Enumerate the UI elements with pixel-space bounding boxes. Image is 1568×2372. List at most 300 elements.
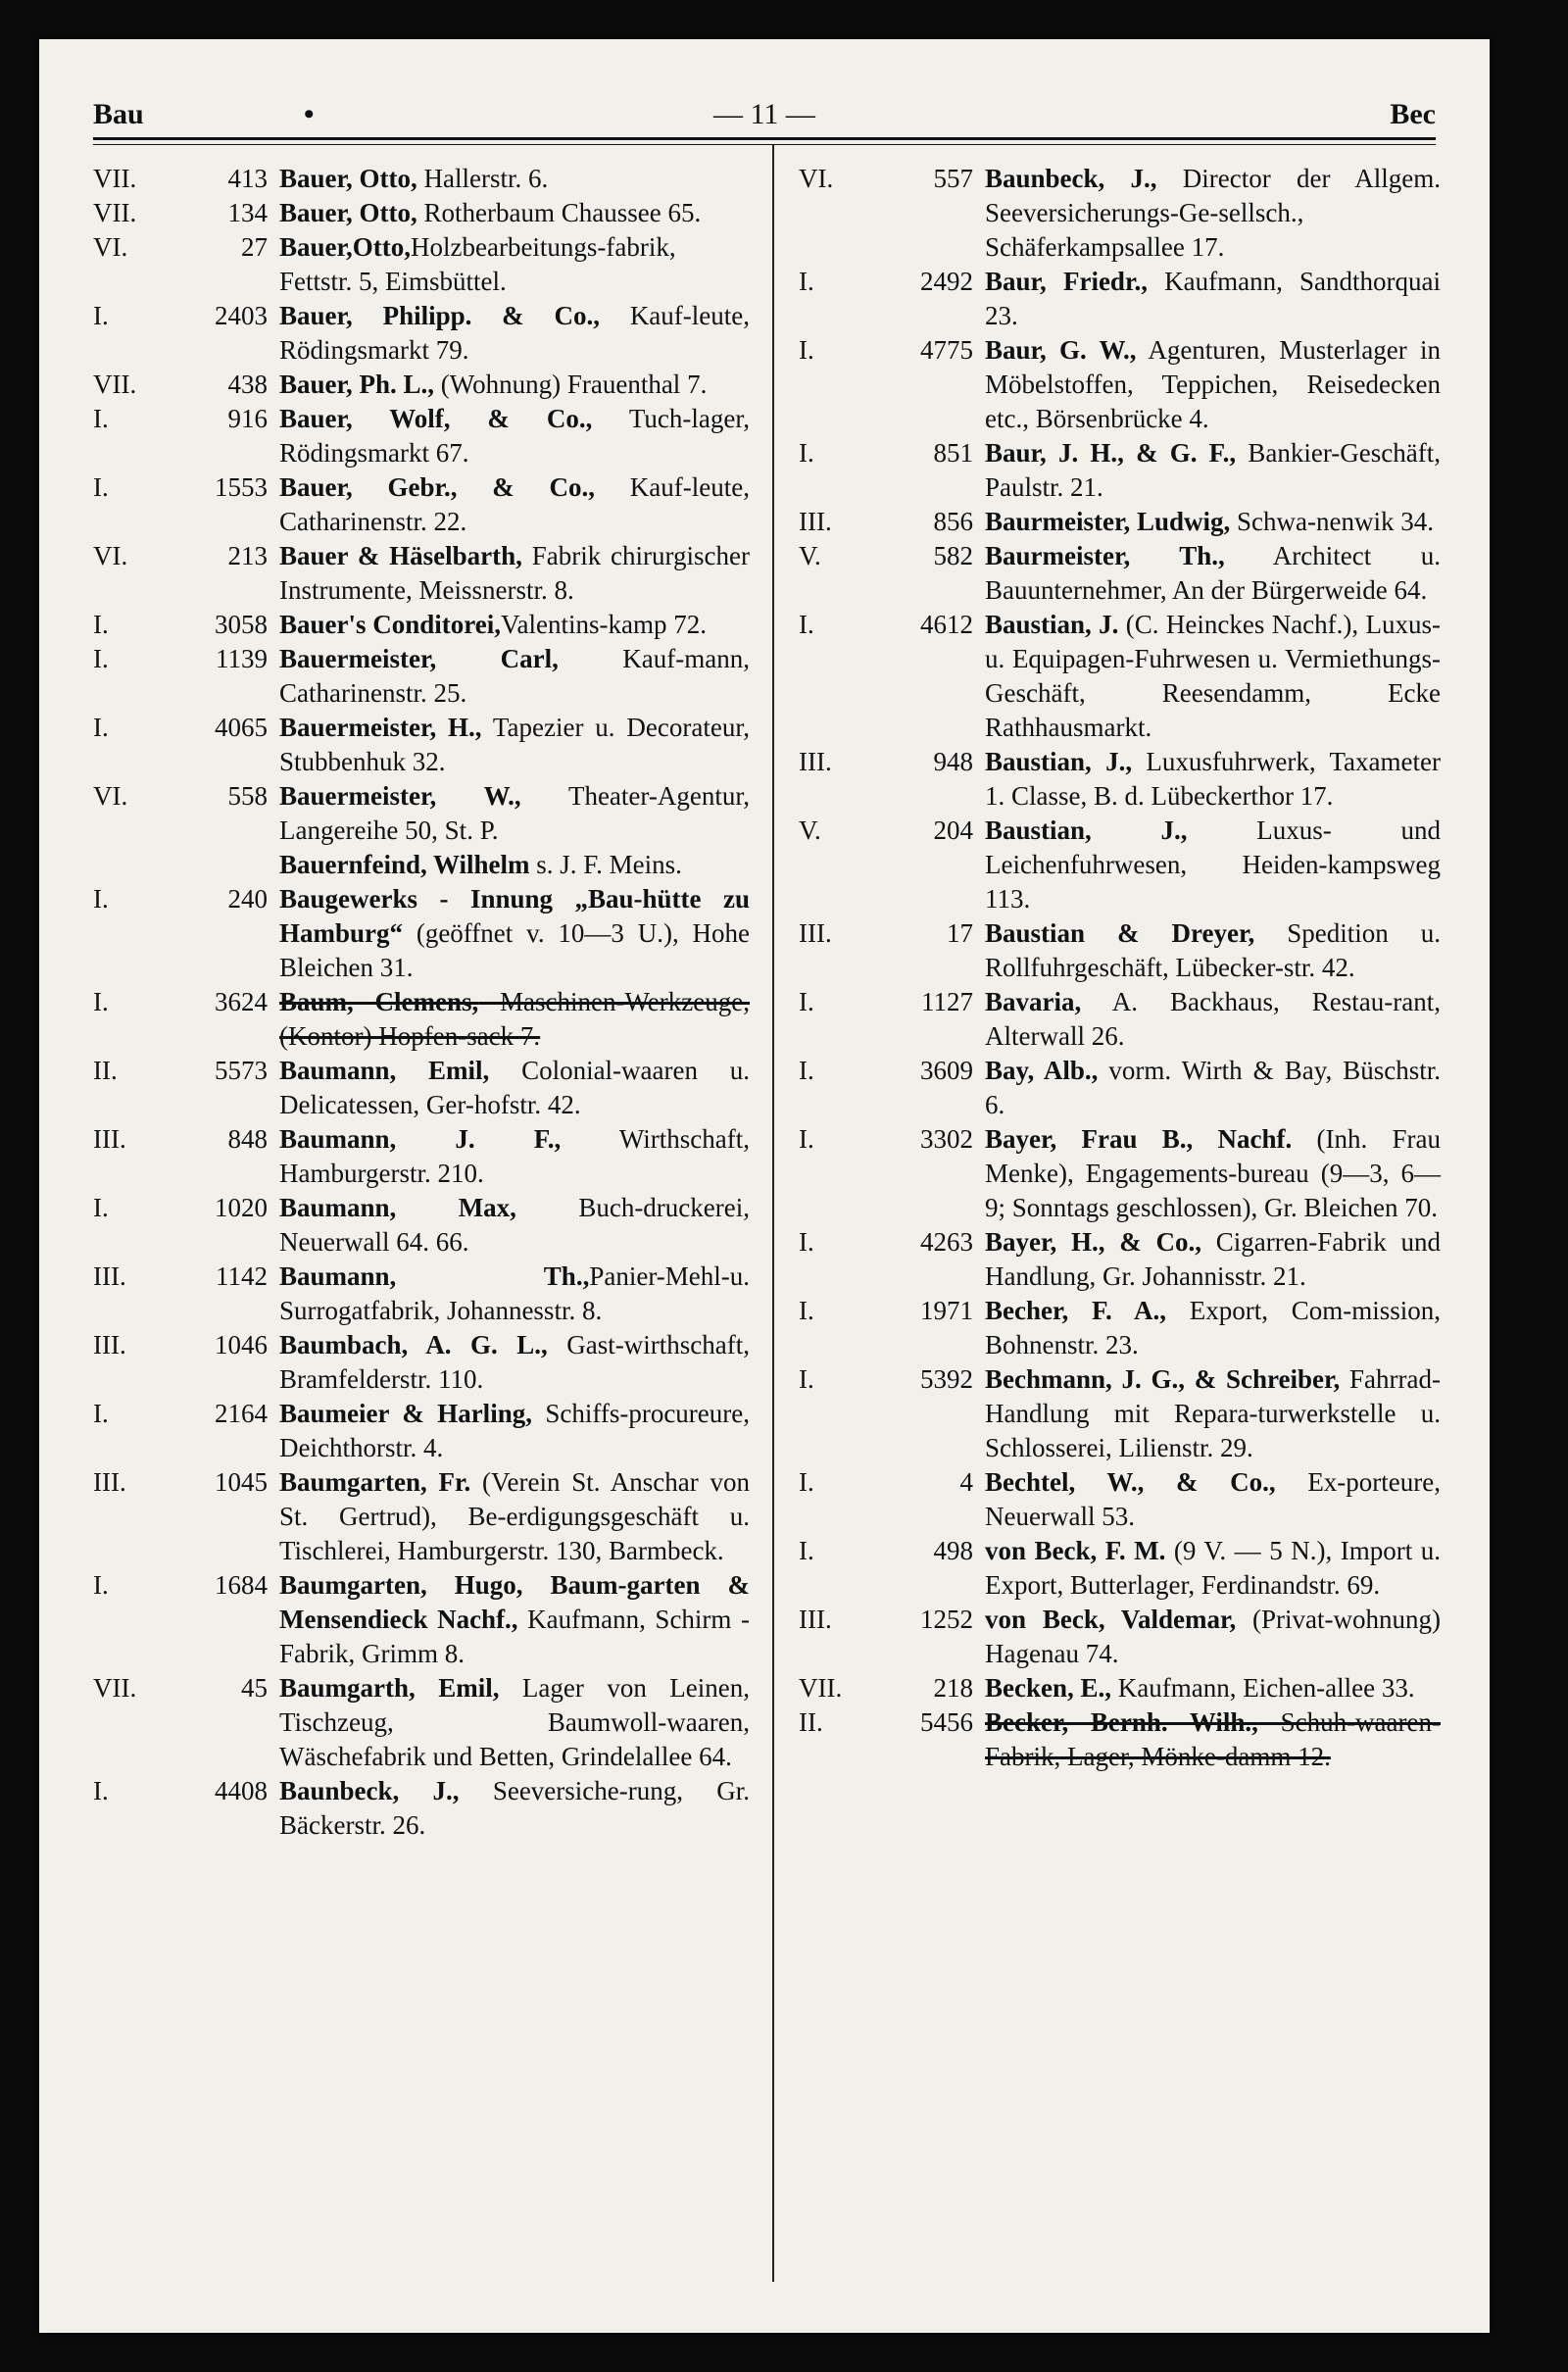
district-number: I.	[799, 335, 814, 365]
entry-details: Luxusfuhrwerk, Taxameter 1. Classe, B. d. Lübeckerthor 17.	[985, 747, 1441, 811]
directory-entry	[93, 1122, 750, 1191]
entry-name: von Beck, Valdemar,	[985, 1605, 1237, 1634]
entry-details: Agenturen, Musterlager in Möbelstoffen, Teppichen, Reisedecken etc., Börsenbrücke 4.	[985, 335, 1441, 433]
entry-details: Holzbearbeitungs-fabrik, Fettstr. 5, Eimsbüttel.	[279, 232, 676, 296]
phone-number: 213	[227, 541, 268, 570]
directory-entry	[93, 848, 750, 882]
entry-number	[799, 745, 985, 814]
district-number: I.	[93, 1193, 109, 1222]
entry-details: Tuch-lager, Rödingsmarkt 67.	[279, 404, 750, 468]
entry-text	[279, 779, 750, 848]
entry-text	[279, 608, 750, 642]
entry-name: Baunbeck, J.,	[279, 1776, 460, 1805]
directory-entry	[799, 1122, 1441, 1225]
directory-entry	[799, 985, 1441, 1054]
district-number: III.	[93, 1124, 126, 1154]
phone-number: 3302	[920, 1124, 973, 1154]
header-right-keyword: Bec	[1390, 98, 1436, 130]
directory-entry	[799, 745, 1441, 814]
entry-number	[93, 882, 279, 985]
entry-text	[985, 1225, 1441, 1294]
district-number: I.	[799, 1227, 814, 1257]
directory-entry	[799, 608, 1441, 745]
entry-number	[93, 1260, 279, 1328]
page-number: — 11 —	[713, 98, 815, 130]
district-number: I.	[799, 610, 814, 639]
district-number: I.	[799, 1364, 814, 1394]
entry-details: vorm. Wirth & Bay, Büschstr. 6.	[985, 1056, 1442, 1119]
district-number: VI.	[93, 232, 128, 262]
header-left-keyword: Bau	[93, 98, 144, 130]
entry-name: Bauer, Otto,	[279, 198, 417, 227]
district-number: I.	[799, 1536, 814, 1565]
entry-details: Director der Allgem. Seeversicherungs-Ge-sellsch., Schäferkampsallee 17.	[985, 164, 1441, 262]
entry-number	[93, 539, 279, 608]
entry-number	[93, 1397, 279, 1465]
entry-text	[985, 608, 1441, 745]
phone-number: 5573	[215, 1056, 268, 1085]
entry-name: Baustian, J.	[985, 610, 1119, 639]
district-number: VII.	[799, 1673, 843, 1703]
entry-name: Bavaria,	[985, 987, 1082, 1016]
entry-name: Baunbeck, J.,	[985, 164, 1157, 193]
directory-entry	[93, 299, 750, 368]
phone-number: 4263	[920, 1227, 973, 1257]
phone-number: 4612	[920, 610, 973, 639]
directory-entry	[799, 1294, 1441, 1362]
district-number: I.	[93, 404, 109, 433]
entry-text	[279, 711, 750, 779]
entry-number	[93, 642, 279, 711]
phone-number: 17	[947, 918, 973, 948]
column-divider	[772, 145, 774, 2282]
phone-number: 5456	[920, 1707, 973, 1737]
district-number: I.	[799, 1056, 814, 1085]
entry-text	[279, 402, 750, 470]
header-dot: •	[304, 98, 315, 130]
entry-text	[279, 162, 750, 196]
entry-text	[985, 539, 1441, 608]
directory-entry	[93, 1774, 750, 1843]
directory-entry	[93, 368, 750, 402]
directory-entry	[799, 814, 1441, 916]
entry-name: Baustian, J.,	[985, 747, 1133, 776]
directory-entry	[93, 402, 750, 470]
district-number: I.	[93, 884, 109, 914]
entry-name: Becken, E.,	[985, 1673, 1112, 1703]
entry-number	[93, 848, 279, 882]
entry-number	[799, 539, 985, 608]
directory-entry	[799, 1705, 1441, 1774]
entry-number	[93, 402, 279, 470]
directory-entry	[799, 1225, 1441, 1294]
entry-name: Baumgarten, Hugo, Baum-garten & Mensendieck Nachf.,	[279, 1570, 750, 1634]
district-number: VII.	[93, 370, 137, 399]
district-number: III.	[93, 1467, 126, 1497]
phone-number: 856	[933, 507, 973, 536]
entry-text	[279, 1568, 750, 1671]
entry-text	[279, 985, 750, 1054]
entry-text	[279, 1465, 750, 1568]
district-number: VI.	[799, 164, 834, 193]
directory-entry	[93, 1465, 750, 1568]
entry-text	[985, 985, 1441, 1054]
entry-text	[985, 1671, 1441, 1705]
district-number: III.	[93, 1330, 126, 1359]
entry-details: Bankier-Geschäft, Paulstr. 21.	[985, 438, 1441, 502]
district-number: I.	[799, 438, 814, 468]
entry-name: Baurmeister, Th.,	[985, 541, 1225, 570]
entry-name: Baustian, J.,	[985, 815, 1188, 845]
entry-number	[93, 1328, 279, 1397]
entry-name: Baugewerks - Innung „Bau-hütte zu Hamburg“	[279, 884, 750, 948]
entry-text	[279, 1260, 750, 1328]
entry-text	[279, 882, 750, 985]
entry-number	[93, 230, 279, 299]
phone-number: 204	[933, 815, 973, 845]
entry-text	[279, 196, 750, 230]
entry-name: Bay, Alb.,	[985, 1056, 1099, 1085]
entry-text	[985, 916, 1441, 985]
directory-entry	[93, 539, 750, 608]
entry-name: Baumgarth, Emil,	[279, 1673, 500, 1703]
entry-details: Panier-Mehl-u. Surrogatfabrik, Johannesstr. 8.	[279, 1261, 750, 1325]
directory-entry	[799, 1603, 1441, 1671]
phone-number: 1971	[920, 1296, 973, 1325]
entry-text	[279, 230, 750, 299]
entry-number	[799, 1362, 985, 1465]
entry-text	[279, 299, 750, 368]
entry-number	[93, 1671, 279, 1774]
directory-entry	[799, 1362, 1441, 1465]
district-number: I.	[93, 472, 109, 502]
entry-details: Architect u. Bauunternehmer, An der Bürgerweide 64.	[985, 541, 1441, 605]
entry-name: Baustian & Dreyer,	[985, 918, 1255, 948]
directory-page	[39, 39, 1490, 2333]
entry-text	[279, 848, 750, 882]
entry-number	[799, 916, 985, 985]
entry-number	[799, 333, 985, 436]
entry-name: Bechtel, W., & Co.,	[985, 1467, 1276, 1497]
entry-text	[279, 368, 750, 402]
phone-number: 582	[933, 541, 973, 570]
entry-details: Kaufmann, Schirm - Fabrik, Grimm 8.	[279, 1605, 750, 1668]
entry-name: Baumann, J. F.,	[279, 1124, 562, 1154]
phone-number: 5392	[920, 1364, 973, 1394]
phone-number: 2403	[215, 301, 268, 330]
directory-entry	[93, 882, 750, 985]
entry-details: Spedition u. Rollfuhrgeschäft, Lübecker-str. 42.	[985, 918, 1441, 982]
entry-details: Fabrik chirurgischer Instrumente, Meissnerstr. 8.	[279, 541, 750, 605]
entry-number	[93, 1568, 279, 1671]
entry-text	[985, 1362, 1441, 1465]
directory-entry	[799, 1465, 1441, 1534]
entry-details: Buch-druckerei, Neuerwall 64. 66.	[279, 1193, 750, 1257]
entry-number	[799, 985, 985, 1054]
entry-number	[799, 1294, 985, 1362]
district-number: I.	[93, 301, 109, 330]
left-column	[93, 162, 750, 1843]
directory-entry	[93, 196, 750, 230]
directory-entry	[93, 985, 750, 1054]
entry-number	[799, 162, 985, 265]
district-number: III.	[799, 507, 832, 536]
right-column	[799, 162, 1441, 1774]
directory-entry	[93, 230, 750, 299]
directory-entry	[93, 608, 750, 642]
entry-number	[93, 985, 279, 1054]
entry-details: Kauf-leute, Catharinenstr. 22.	[279, 472, 750, 536]
entry-name: Baur, G. W.,	[985, 335, 1137, 365]
entry-number	[93, 1191, 279, 1260]
directory-entry	[799, 1054, 1441, 1122]
entry-details: Tapezier u. Decorateur, Stubbenhuk 32.	[279, 713, 750, 776]
phone-number: 3624	[215, 987, 268, 1016]
entry-details: Lager von Leinen, Tischzeug, Baumwoll-waaren, Wäschefabrik und Betten, Grindelallee 64.	[279, 1673, 750, 1771]
entry-details: s. J. F. Meins.	[529, 850, 682, 879]
entry-number	[799, 1705, 985, 1774]
entry-name: Bauer's Conditorei,	[279, 610, 502, 639]
district-number: I.	[93, 713, 109, 742]
entry-details: Hallerstr. 6.	[416, 164, 549, 193]
directory-entry	[93, 1671, 750, 1774]
entry-name: Bauermeister, H.,	[279, 713, 482, 742]
entry-text	[985, 1705, 1441, 1774]
entry-name: Bauer, Philipp. & Co.,	[279, 301, 600, 330]
entry-number	[93, 711, 279, 779]
phone-number: 851	[933, 438, 973, 468]
district-number: III.	[799, 747, 832, 776]
district-number: I.	[93, 1776, 109, 1805]
entry-name: von Beck, F. M.	[985, 1536, 1166, 1565]
district-number: I.	[93, 1570, 109, 1600]
entry-number	[93, 608, 279, 642]
district-number: II.	[93, 1056, 118, 1085]
entry-name: Baur, Friedr.,	[985, 267, 1148, 296]
directory-entry	[93, 1054, 750, 1122]
phone-number: 1684	[215, 1570, 268, 1600]
entry-details: Kauf-mann, Catharinenstr. 25.	[279, 644, 750, 708]
entry-text	[985, 436, 1441, 505]
directory-entry	[93, 642, 750, 711]
directory-entry	[799, 436, 1441, 505]
entry-number	[93, 162, 279, 196]
directory-entry	[93, 779, 750, 848]
phone-number: 1127	[921, 987, 973, 1016]
entry-number	[93, 1054, 279, 1122]
phone-number: 4065	[215, 713, 268, 742]
phone-number: 2492	[920, 267, 973, 296]
entry-text	[985, 265, 1441, 333]
entry-details: Export, Com-mission, Bohnenstr. 23.	[985, 1296, 1441, 1359]
entry-name: Bauermeister, W.,	[279, 781, 521, 811]
district-number: III.	[799, 1605, 832, 1634]
entry-number	[799, 1671, 985, 1705]
entry-name: Bauer, Otto,	[279, 164, 417, 193]
district-number: I.	[93, 644, 109, 673]
page-header	[93, 88, 1436, 137]
entry-details: (9 V. — 5 N.), Import u. Export, Butterlager, Ferdinandstr. 69.	[985, 1536, 1441, 1600]
entry-name: Bauermeister, Carl,	[279, 644, 559, 673]
phone-number: 3609	[920, 1056, 973, 1085]
entry-number	[93, 1122, 279, 1191]
entry-details: (Inh. Frau Menke), Engagements-bureau (9—3, 6—9; Sonntags geschlossen), Gr. Bleichen 70.	[985, 1124, 1441, 1222]
entry-name: Bauer, Wolf, & Co.,	[279, 404, 593, 433]
phone-number: 413	[227, 164, 268, 193]
entry-details: (geöffnet v. 10—3 U.), Hohe Bleichen 31.	[279, 918, 750, 982]
directory-entry	[799, 505, 1441, 539]
directory-entry	[93, 1260, 750, 1328]
entry-details: Kaufmann, Eichen-allee 33.	[1111, 1673, 1415, 1703]
entry-number	[799, 814, 985, 916]
phone-number: 916	[227, 404, 268, 433]
phone-number: 1020	[215, 1193, 268, 1222]
directory-entry	[799, 1671, 1441, 1705]
entry-details: Rotherbaum Chaussee 65.	[416, 198, 702, 227]
entry-text	[985, 505, 1441, 539]
entry-number	[799, 1122, 985, 1225]
district-number: VI.	[93, 541, 128, 570]
entry-details: Schiffs-procureure, Deichthorstr. 4.	[279, 1399, 751, 1462]
entry-text	[985, 1054, 1441, 1122]
directory-entry	[93, 1328, 750, 1397]
entry-details: (Wohnung) Frauenthal 7.	[434, 370, 708, 399]
entry-text	[985, 1294, 1441, 1362]
entry-text	[985, 1122, 1441, 1225]
district-number: III.	[93, 1261, 126, 1291]
phone-number: 557	[933, 164, 973, 193]
district-number: VII.	[93, 164, 137, 193]
district-number: I.	[93, 987, 109, 1016]
directory-entry	[93, 470, 750, 539]
entry-number	[799, 505, 985, 539]
entry-name: Baumgarten, Fr.	[279, 1467, 471, 1497]
district-number: I.	[799, 1124, 814, 1154]
entry-number	[799, 608, 985, 745]
entry-details: Seeversiche-rung, Gr. Bäckerstr. 26.	[279, 1776, 751, 1840]
entry-number	[93, 299, 279, 368]
entry-number	[93, 1465, 279, 1568]
district-number: VI.	[93, 781, 128, 811]
entry-name: Bauer,Otto,	[279, 232, 411, 262]
entry-text	[279, 1191, 750, 1260]
entry-number	[93, 368, 279, 402]
entry-number	[799, 436, 985, 505]
entry-text	[279, 1122, 750, 1191]
phone-number: 1252	[920, 1605, 973, 1634]
entry-details: Wirthschaft, Hamburgerstr. 210.	[279, 1124, 750, 1188]
phone-number: 1139	[216, 644, 268, 673]
entry-name: Bayer, Frau B., Nachf.	[985, 1124, 1293, 1154]
entry-details: Gast-wirthschaft, Bramfelderstr. 110.	[279, 1330, 750, 1394]
phone-number: 45	[241, 1673, 268, 1703]
directory-entry	[799, 333, 1441, 436]
entry-name: Baumann, Max,	[279, 1193, 516, 1222]
directory-entry	[799, 539, 1441, 608]
phone-number: 4408	[215, 1776, 268, 1805]
entry-text	[985, 162, 1441, 265]
phone-number: 1045	[215, 1467, 268, 1497]
entry-text	[279, 1328, 750, 1397]
entry-number	[799, 1225, 985, 1294]
entry-text	[279, 642, 750, 711]
district-number: I.	[799, 1467, 814, 1497]
entry-text	[985, 745, 1441, 814]
entry-details: A. Backhaus, Restau-rant, Alterwall 26.	[985, 987, 1441, 1051]
district-number: III.	[799, 918, 832, 948]
entry-name: Baur, J. H., & G. F.,	[985, 438, 1237, 468]
entry-number	[799, 1465, 985, 1534]
directory-entry	[799, 916, 1441, 985]
entry-details: (C. Heinckes Nachf.), Luxus- u. Equipagen-Fuhrwesen u. Vermiethungs-Geschäft, Reesendamm, Ecke Rathhausmarkt.	[985, 610, 1441, 742]
directory-entry	[799, 1534, 1441, 1603]
entry-details: Colonial-waaren u. Delicatessen, Ger-hofstr. 42.	[279, 1056, 750, 1119]
phone-number: 498	[933, 1536, 973, 1565]
entry-name: Baumbach, A. G. L.,	[279, 1330, 548, 1359]
phone-number: 134	[227, 198, 268, 227]
entry-details: (Verein St. Anschar von St. Gertrud), Be-erdigungsgeschäft u. Tischlerei, Hamburgerstr. 130, Barmbeck.	[279, 1467, 750, 1565]
phone-number: 218	[933, 1673, 973, 1703]
district-number: VII.	[93, 1673, 137, 1703]
entry-name: Bayer, H., & Co.,	[985, 1227, 1202, 1257]
entry-text	[279, 539, 750, 608]
entry-details: Schuh-waaren-Fabrik, Lager, Mönke-damm 12.	[985, 1707, 1441, 1771]
entry-name: Bauer & Häselbarth,	[279, 541, 522, 570]
entry-name: Bauer, Ph. L.,	[279, 370, 435, 399]
directory-entry	[93, 711, 750, 779]
entry-text	[985, 814, 1441, 916]
directory-entry	[93, 1191, 750, 1260]
entry-details: Kaufmann, Sandthorquai 23.	[985, 267, 1442, 330]
phone-number: 1142	[216, 1261, 268, 1291]
entry-text	[279, 1774, 750, 1843]
entry-text	[279, 1054, 750, 1122]
phone-number: 948	[933, 747, 973, 776]
header-rule	[93, 137, 1436, 145]
entry-details: Valentins-kamp 72.	[501, 610, 707, 639]
phone-number: 1046	[215, 1330, 268, 1359]
district-number: VII.	[93, 198, 137, 227]
phone-number: 558	[227, 781, 268, 811]
entry-text	[985, 1603, 1441, 1671]
phone-number: 3058	[215, 610, 268, 639]
entry-number	[93, 470, 279, 539]
entry-number	[799, 265, 985, 333]
entry-details: Kauf-leute, Rödingsmarkt 79.	[279, 301, 750, 365]
entry-details: Maschinen-Werkzeuge, (Kontor) Hopfen-sack 7.	[279, 987, 750, 1051]
entry-name: Baumann, Emil,	[279, 1056, 490, 1085]
entry-details: Luxus- und Leichenfuhrwesen, Heiden-kampsweg 113.	[985, 815, 1441, 914]
phone-number: 848	[227, 1124, 268, 1154]
entry-details: Ex-porteure, Neuerwall 53.	[985, 1467, 1441, 1531]
entry-number	[93, 1774, 279, 1843]
directory-entry	[93, 162, 750, 196]
district-number: V.	[799, 815, 821, 845]
directory-entry	[799, 162, 1441, 265]
directory-entry	[799, 265, 1441, 333]
entry-text	[985, 333, 1441, 436]
entry-name: Baumann, Th.,	[279, 1261, 590, 1291]
entry-name: Becker, Bernh. Wilh.,	[985, 1707, 1258, 1737]
directory-entry	[93, 1568, 750, 1671]
district-number: I.	[799, 267, 814, 296]
entry-number	[799, 1054, 985, 1122]
entry-name: Bauer, Gebr., & Co.,	[279, 472, 596, 502]
entry-details: Schwa-nenwik 34.	[1230, 507, 1434, 536]
district-number: I.	[799, 987, 814, 1016]
entry-text	[985, 1465, 1441, 1534]
directory-entry	[93, 1397, 750, 1465]
